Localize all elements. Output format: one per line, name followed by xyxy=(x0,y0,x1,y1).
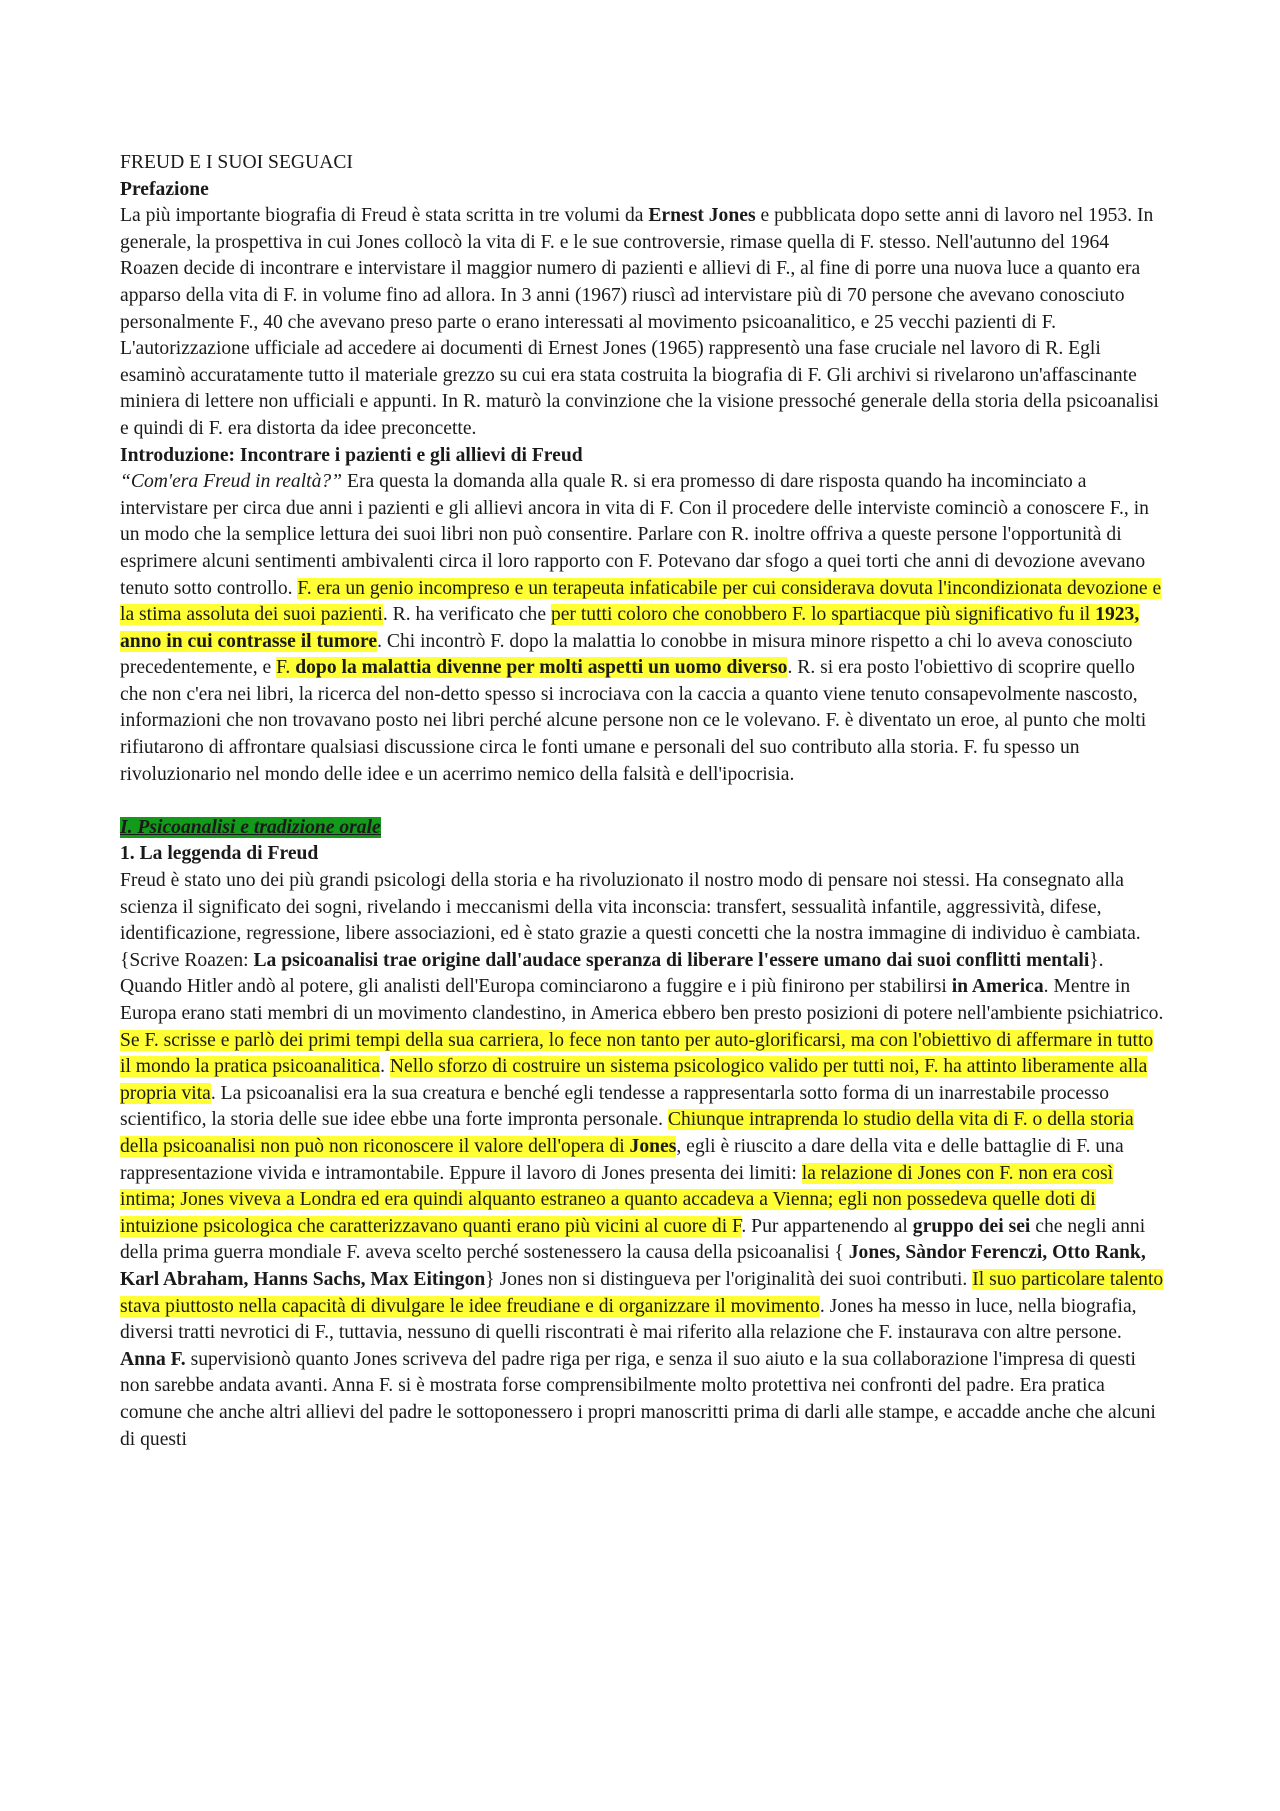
preface-paragraph xyxy=(120,203,1166,442)
intro-question: “Com'era Freud in realtà?” xyxy=(120,471,343,493)
chapter-text-6: , egli è riuscito a dare della vita e delle battaglie di F. una rappresentazione vivida e intramontabile. Eppure il lavoro di Jones presenta dei limiti: xyxy=(120,1135,1124,1184)
intro-heading: Introduzione: Incontrare i pazienti e gli allievi di Freud xyxy=(120,444,583,466)
preface-text-2: e pubblicata dopo sette anni di lavoro nel 1953. In generale, la prospettiva in cui Jones collocò la vita di F. e le sue controversie, rimase quella di F. stesso. Nell'autunno del 1964 Roazen decide di incontrare e intervistare il maggior numero di pazienti e allievi di F., al fine di porre una nuova luce a quanto era apparso della vita di F. in volume fino ad allora. In 3 anni (1967) riuscì ad intervistare più di 70 persone che avevano conosciuto personalmente F., 40 che avevano preso parte o erano interessati al movimento psicoanalitico, e 25 vecchi pazienti di F. L'autorizzazione ufficiale ad accedere ai documenti di Ernest Jones (1965) rappresentò una fase cruciale nel lavoro di R. Egli esaminò accuratamente tutto il materiale grezzo su cui era stata costruita la biografia di F. Gli archivi si rivelarono un'affascinante miniera di lettere non ufficiali e appunti. In R. maturò la convinzione che la visione pressoché generale della storia della psicoanalisi e quindi di F. era distorta da idee preconcette. xyxy=(120,205,1159,439)
chapter-highlight-3-bold: Jones xyxy=(629,1135,677,1157)
preface-bold-ernest-jones: Ernest Jones xyxy=(648,205,756,227)
intro-paragraph xyxy=(120,469,1166,788)
chapter-highlight-1: Se F. scrisse e parlò dei primi tempi della sua carriera, lo fece non tanto per auto-glorificarsi, ma con l'obiettivo di affermare in tutto il mondo la pratica psicoanalitica xyxy=(120,1029,1154,1078)
intro-text-3: . Chi incontrò F. dopo la malattia lo conobbe in misura minore rispetto a chi lo aveva conosciuto precedentemente, e xyxy=(120,630,1133,679)
intro-text-1: Era questa la domanda alla quale R. si era promesso di dare risposta quando ha incominciato a intervistare per circa due anni i pazienti e gli allievi ancora in vita di F. Con il procedere delle interviste cominciò a conoscere F., in un modo che la semplice lettura dei suoi libri non può consentire. Parlare con R. inoltre offriva a queste persone l'opportunità di esprimere alcuni sentimenti ambivalenti circa il loro rapporto con F. Potevano dar sfogo a quei torti che anni di devozione avevano tenuto sotto controllo. xyxy=(120,471,1149,599)
chapter-text-8: che negli anni della prima guerra mondiale F. aveva scelto perché sostenessero la causa della psicoanalisi { xyxy=(120,1215,1146,1264)
chapter-bold-group: gruppo dei sei xyxy=(912,1215,1031,1237)
preface-heading: Prefazione xyxy=(120,178,209,200)
chapter-highlight-4: la relazione di Jones con F. non era così intima; Jones viveva a Londra ed era quindi alquanto estraneo a quanto accadeva a Vienna; egli non possedeva quelle doti di intuizione psicologica che caratterizzavano quanti erano più vicini al cuore di F xyxy=(120,1162,1114,1237)
intro-highlight-3 xyxy=(276,657,787,678)
chapter-heading: 1. La leggenda di Freud xyxy=(120,843,319,865)
intro-highlight-2-bold: 1923, anno in cui contrasse il tumore xyxy=(120,604,1140,652)
chapter-text-5: . La psicoanalisi era la sua creatura e benché egli tendesse a rappresentarla sotto forma di un inarrestabile processo scientifico, la storia delle sue idee ebbe una forte impronta personale. xyxy=(120,1082,1110,1131)
intro-highlight-3-text: F. xyxy=(276,657,296,679)
chapter-highlight-2: Nello sforzo di costruire un sistema psicologico valido per tutti noi, F. ha attinto liberamente alla propria vita xyxy=(120,1056,1148,1104)
chapter-text-3: . Mentre in Europa erano stati membri di un movimento clandestino, in America ebbero ben presto posizioni di potere nell'ambiente psichiatrico. xyxy=(120,976,1164,1024)
document-page xyxy=(120,150,1166,1453)
chapter-text-11: supervisionò quanto Jones scriveva del padre riga per riga, e senza il suo aiuto e la sua collaborazione l'impresa di questi non sarebbe andata avanti. Anna F. si è mostrata forse comprensibilmente molto protettiva nei confronti del padre. Era pratica comune che anche altri allievi del padre le sottoponessero i propri manoscritti prima di darli alle stampe, e accadde anche che alcuni di questi xyxy=(120,1348,1156,1450)
part-heading: I. Psicoanalisi e tradizione orale xyxy=(120,816,381,838)
part-heading-line xyxy=(120,815,1166,842)
chapter-text-10: . Jones ha messo in luce, nella biografia, diversi tratti nevrotici di F., tuttavia, nessuno di quelli riscontrati è mai riferito alla relazione che F. instaurava con altre persone. xyxy=(120,1295,1137,1344)
chapter-text-7: . Pur appartenendo al xyxy=(741,1215,913,1237)
chapter-highlight-3-text: Chiunque intraprenda lo studio della vita di F. o della storia della psicoanalisi non può non riconoscere il valore dell'opera di xyxy=(120,1109,1134,1157)
chapter-text-9: } Jones non si distingueva per l'originalità dei suoi contributi. xyxy=(485,1268,973,1290)
intro-text-2: . R. ha verificato che xyxy=(382,604,551,626)
chapter-text-4: . xyxy=(380,1056,390,1078)
chapter-paragraph xyxy=(120,868,1166,1453)
intro-highlight-2-text: per tutti coloro che conobbero F. lo spartiacque più significativo fu il xyxy=(550,604,1096,626)
section-spacer xyxy=(120,788,1166,815)
chapter-bold-anna: Anna F. xyxy=(120,1348,186,1370)
intro-text-4: . R. si era posto l'obiettivo di scoprire quello che non c'era nei libri, la ricerca del non-detto spesso si incrociava con la caccia a quanto viene tenuto consapevolmente nascosto, informazioni che non trovavano posto nei libri perché alcune persone non ce le volevano. F. è diventato un eroe, al punto che molti rifiutarono di affrontare qualsiasi discussione circa le fonti umane e personali del suo contributo alla storia. F. fu spesso un rivoluzionario nel mondo delle idee e un acerrimo nemico della falsità e dell'ipocrisia. xyxy=(120,657,1147,785)
preface-text-1: La più importante biografia di Freud è stata scritta in tre volumi da xyxy=(120,205,649,227)
intro-highlight-1: F. era un genio incompreso e un terapeuta infaticabile per cui considerava dovuta l'incondizionata devozione e la stima assoluta dei suoi pazienti xyxy=(120,577,1162,626)
document-title: FREUD E I SUOI SEGUACI xyxy=(120,152,353,173)
chapter-text-2: }. Quando Hitler andò al potere, gli analisti dell'Europa cominciarono a fuggire e i più finirono per stabilirsi xyxy=(120,949,1104,998)
chapter-text-1: Freud è stato uno dei più grandi psicologi della storia e ha rivoluzionato il nostro modo di pensare noi stessi. Ha consegnato alla scienza il significato dei sogni, rivelando i meccanismi della vita inconscia: transfert, sessualità infantile, aggressività, difese, identificazione, regressione, libere associazioni, ed è stato grazie a questi concetti che la nostra immagine di individuo è cambiata. {Scrive Roazen: xyxy=(120,870,1141,971)
chapter-bold-quote: La psicoanalisi trae origine dall'audace speranza di liberare l'essere umano dai suoi conflitti mentali xyxy=(253,949,1090,971)
chapter-highlight-5: Il suo particolare talento stava piuttosto nella capacità di divulgare le idee freudiane e di organizzare il movimento xyxy=(120,1268,1164,1317)
chapter-bold-america: in America xyxy=(951,976,1044,998)
chapter-bold-names: Jones, Sàndor Ferenczi, Otto Rank, Karl Abraham, Hanns Sachs, Max Eitingon xyxy=(120,1242,1146,1290)
intro-highlight-3-bold: dopo la malattia divenne per molti aspetti un uomo diverso xyxy=(295,657,788,679)
